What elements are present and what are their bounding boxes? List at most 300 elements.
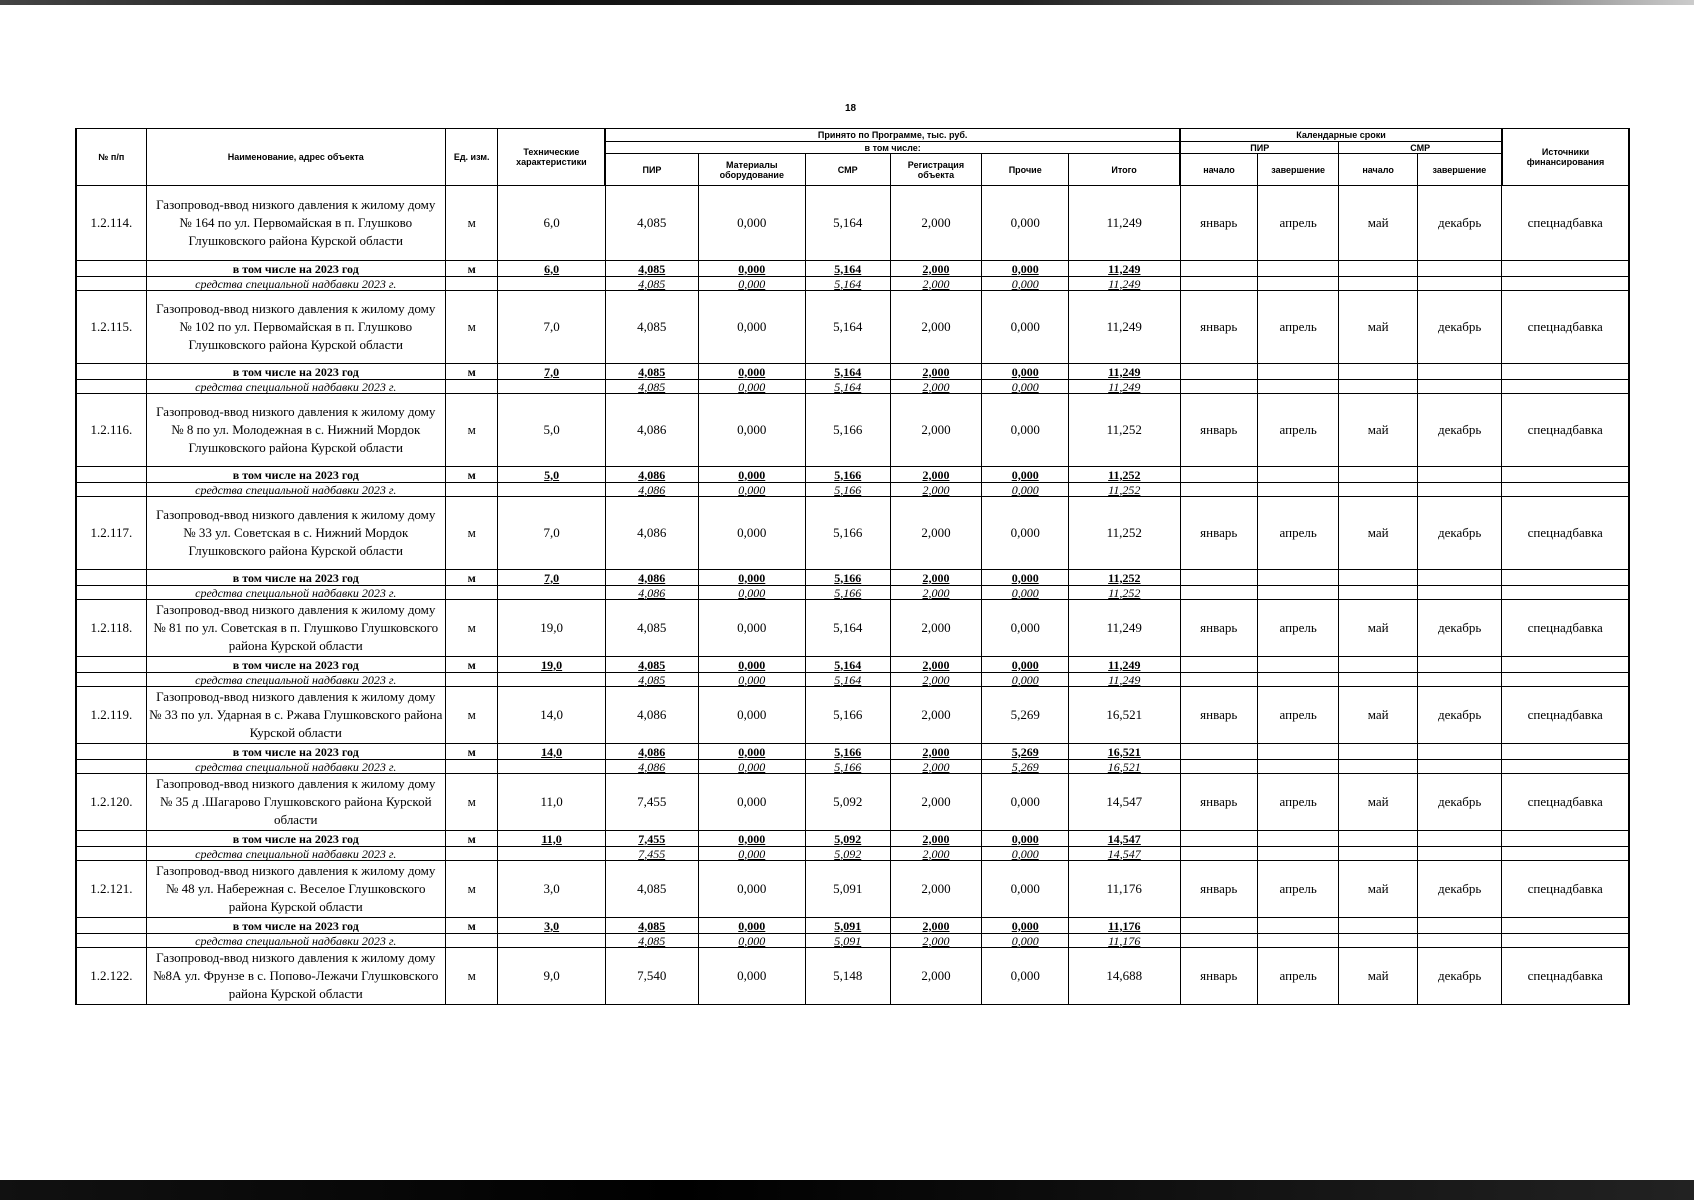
object-total: 11,249 (1069, 186, 1181, 261)
subtotal-registration: 2,000 (890, 570, 982, 586)
subtotal-tech: 7,0 (498, 570, 605, 586)
subtotal-total: 11,176 (1069, 918, 1181, 934)
fund-smr: 5,166 (805, 483, 890, 497)
smr-finish-month: декабрь (1417, 497, 1502, 570)
fund-materials: 0,000 (698, 380, 805, 394)
smr-start-month: май (1339, 600, 1417, 657)
fund-empty (1417, 760, 1502, 774)
fund-empty (1417, 483, 1502, 497)
fund-unit-empty (445, 760, 498, 774)
subtotal-empty (1417, 918, 1502, 934)
subtotal-empty (1257, 261, 1339, 277)
pir-start-month: январь (1180, 291, 1257, 364)
smr-finish-month: декабрь (1417, 774, 1502, 831)
subtotal-smr: 5,166 (805, 467, 890, 483)
subtotal-empty (1257, 467, 1339, 483)
subtotal-num-empty (76, 918, 146, 934)
pir-finish-month: апрель (1257, 497, 1339, 570)
object-pir: 4,086 (605, 497, 698, 570)
object-total: 16,521 (1069, 687, 1181, 744)
fund-empty (1339, 673, 1417, 687)
subtotal-materials: 0,000 (698, 831, 805, 847)
financing-source: спецнадбавка (1502, 186, 1629, 261)
fund-empty (1417, 380, 1502, 394)
header-unit: Ед. изм. (445, 129, 498, 186)
subtotal-label: в том числе на 2023 год (146, 918, 445, 934)
fund-smr: 5,166 (805, 586, 890, 600)
subtotal-row-2023 (76, 657, 1629, 673)
object-pir: 4,085 (605, 600, 698, 657)
subtotal-empty (1502, 657, 1629, 673)
object-unit: м (445, 948, 498, 1005)
fund-row-2023 (76, 277, 1629, 291)
fund-tech-empty (498, 934, 605, 948)
object-row (76, 687, 1629, 744)
pir-finish-month: апрель (1257, 948, 1339, 1005)
subtotal-total: 11,252 (1069, 570, 1181, 586)
subtotal-registration: 2,000 (890, 364, 982, 380)
fund-tech-empty (498, 847, 605, 861)
fund-row-2023 (76, 673, 1629, 687)
object-materials: 0,000 (698, 774, 805, 831)
subtotal-registration: 2,000 (890, 918, 982, 934)
subtotal-materials: 0,000 (698, 918, 805, 934)
financing-source: спецнадбавка (1502, 291, 1629, 364)
object-row (76, 600, 1629, 657)
fund-registration: 2,000 (890, 586, 982, 600)
subtotal-smr: 5,164 (805, 261, 890, 277)
subtotal-tech: 14,0 (498, 744, 605, 760)
subtotal-empty (1339, 570, 1417, 586)
fund-other: 0,000 (982, 934, 1069, 948)
fund-registration: 2,000 (890, 934, 982, 948)
object-pir: 4,085 (605, 186, 698, 261)
fund-other: 0,000 (982, 277, 1069, 291)
header-incl: в том числе: (605, 142, 1180, 154)
object-name: Газопровод-ввод низкого давления к жилому дому № 102 по ул. Первомайская в п. Глушково Глушковского района Курской области (146, 291, 445, 364)
fund-empty (1502, 934, 1629, 948)
subtotal-tech: 19,0 (498, 657, 605, 673)
object-smr: 5,166 (805, 394, 890, 467)
object-materials: 0,000 (698, 687, 805, 744)
fund-label: средства специальной надбавки 2023 г. (146, 847, 445, 861)
object-number: 1.2.119. (76, 687, 146, 744)
scan-edge-bottom (0, 1180, 1694, 1200)
object-name: Газопровод-ввод низкого давления к жилому дому № 48 ул. Набережная с. Веселое Глушковского района Курской области (146, 861, 445, 918)
pir-start-month: январь (1180, 600, 1257, 657)
subtotal-smr: 5,164 (805, 364, 890, 380)
object-number: 1.2.118. (76, 600, 146, 657)
subtotal-unit: м (445, 918, 498, 934)
object-row (76, 774, 1629, 831)
fund-empty (1417, 673, 1502, 687)
subtotal-empty (1417, 657, 1502, 673)
object-total: 11,252 (1069, 394, 1181, 467)
object-materials: 0,000 (698, 291, 805, 364)
subtotal-materials: 0,000 (698, 570, 805, 586)
object-unit: м (445, 687, 498, 744)
financing-source: спецнадбавка (1502, 394, 1629, 467)
subtotal-row-2023 (76, 831, 1629, 847)
subtotal-empty (1180, 467, 1257, 483)
subtotal-registration: 2,000 (890, 744, 982, 760)
object-unit: м (445, 600, 498, 657)
subtotal-registration: 2,000 (890, 657, 982, 673)
pir-start-month: январь (1180, 861, 1257, 918)
fund-empty (1180, 673, 1257, 687)
object-tech: 7,0 (498, 291, 605, 364)
subtotal-pir: 4,085 (605, 364, 698, 380)
fund-empty (1502, 380, 1629, 394)
subtotal-label: в том числе на 2023 год (146, 467, 445, 483)
fund-num-empty (76, 483, 146, 497)
header-total: Итого (1069, 154, 1181, 186)
fund-row-2023 (76, 380, 1629, 394)
pir-start-month: январь (1180, 687, 1257, 744)
fund-materials: 0,000 (698, 673, 805, 687)
pir-start-month: январь (1180, 774, 1257, 831)
subtotal-pir: 4,086 (605, 467, 698, 483)
object-tech: 5,0 (498, 394, 605, 467)
fund-unit-empty (445, 934, 498, 948)
fund-unit-empty (445, 277, 498, 291)
subtotal-empty (1502, 261, 1629, 277)
pir-finish-month: апрель (1257, 394, 1339, 467)
subtotal-unit: м (445, 261, 498, 277)
fund-label: средства специальной надбавки 2023 г. (146, 760, 445, 774)
fund-empty (1180, 586, 1257, 600)
fund-registration: 2,000 (890, 760, 982, 774)
fund-num-empty (76, 380, 146, 394)
object-smr: 5,166 (805, 497, 890, 570)
object-row (76, 394, 1629, 467)
fund-row-2023 (76, 934, 1629, 948)
fund-total: 11,252 (1069, 586, 1181, 600)
subtotal-row-2023 (76, 570, 1629, 586)
subtotal-empty (1180, 657, 1257, 673)
smr-finish-month: декабрь (1417, 861, 1502, 918)
subtotal-total: 16,521 (1069, 744, 1181, 760)
fund-empty (1180, 760, 1257, 774)
object-number: 1.2.116. (76, 394, 146, 467)
object-total: 14,688 (1069, 948, 1181, 1005)
object-number: 1.2.121. (76, 861, 146, 918)
subtotal-other: 0,000 (982, 467, 1069, 483)
subtotal-empty (1417, 570, 1502, 586)
header-name: Наименование, адрес объекта (146, 129, 445, 186)
object-registration: 2,000 (890, 291, 982, 364)
object-tech: 6,0 (498, 186, 605, 261)
subtotal-empty (1502, 831, 1629, 847)
subtotal-pir: 4,086 (605, 744, 698, 760)
fund-tech-empty (498, 760, 605, 774)
object-smr: 5,164 (805, 600, 890, 657)
object-smr: 5,166 (805, 687, 890, 744)
fund-unit-empty (445, 380, 498, 394)
fund-pir: 4,085 (605, 277, 698, 291)
fund-empty (1502, 847, 1629, 861)
fund-num-empty (76, 847, 146, 861)
subtotal-materials: 0,000 (698, 467, 805, 483)
fund-empty (1257, 483, 1339, 497)
header-pir-start: начало (1180, 154, 1257, 186)
fund-label: средства специальной надбавки 2023 г. (146, 483, 445, 497)
subtotal-empty (1257, 744, 1339, 760)
fund-pir: 4,086 (605, 483, 698, 497)
fund-total: 11,249 (1069, 380, 1181, 394)
fund-empty (1180, 483, 1257, 497)
subtotal-registration: 2,000 (890, 261, 982, 277)
smr-start-month: май (1339, 774, 1417, 831)
subtotal-num-empty (76, 657, 146, 673)
fund-registration: 2,000 (890, 847, 982, 861)
subtotal-empty (1339, 657, 1417, 673)
fund-empty (1502, 483, 1629, 497)
object-unit: м (445, 861, 498, 918)
subtotal-empty (1339, 831, 1417, 847)
object-unit: м (445, 186, 498, 261)
fund-unit-empty (445, 847, 498, 861)
subtotal-num-empty (76, 467, 146, 483)
object-registration: 2,000 (890, 861, 982, 918)
object-row (76, 861, 1629, 918)
object-other: 0,000 (982, 600, 1069, 657)
fund-row-2023 (76, 586, 1629, 600)
program-table (75, 128, 1630, 1005)
subtotal-other: 5,269 (982, 744, 1069, 760)
object-unit: м (445, 497, 498, 570)
subtotal-row-2023 (76, 467, 1629, 483)
smr-start-month: май (1339, 948, 1417, 1005)
subtotal-empty (1502, 467, 1629, 483)
fund-smr: 5,164 (805, 380, 890, 394)
object-row (76, 291, 1629, 364)
fund-materials: 0,000 (698, 483, 805, 497)
subtotal-empty (1180, 744, 1257, 760)
fund-registration: 2,000 (890, 673, 982, 687)
fund-label: средства специальной надбавки 2023 г. (146, 380, 445, 394)
fund-empty (1180, 847, 1257, 861)
subtotal-tech: 7,0 (498, 364, 605, 380)
smr-start-month: май (1339, 291, 1417, 364)
subtotal-empty (1339, 261, 1417, 277)
subtotal-row-2023 (76, 261, 1629, 277)
subtotal-tech: 5,0 (498, 467, 605, 483)
fund-pir: 4,085 (605, 380, 698, 394)
object-registration: 2,000 (890, 497, 982, 570)
object-smr: 5,092 (805, 774, 890, 831)
subtotal-num-empty (76, 744, 146, 760)
financing-source: спецнадбавка (1502, 774, 1629, 831)
subtotal-tech: 6,0 (498, 261, 605, 277)
fund-total: 11,176 (1069, 934, 1181, 948)
object-name: Газопровод-ввод низкого давления к жилому дому №8А ул. Фрунзе в с. Попово-Лежачи Глушковского района Курской области (146, 948, 445, 1005)
object-materials: 0,000 (698, 497, 805, 570)
object-smr: 5,148 (805, 948, 890, 1005)
fund-empty (1257, 673, 1339, 687)
fund-pir: 7,455 (605, 847, 698, 861)
object-row (76, 948, 1629, 1005)
fund-empty (1339, 760, 1417, 774)
subtotal-unit: м (445, 744, 498, 760)
subtotal-row-2023 (76, 918, 1629, 934)
subtotal-num-empty (76, 831, 146, 847)
subtotal-row-2023 (76, 744, 1629, 760)
subtotal-empty (1180, 831, 1257, 847)
subtotal-other: 0,000 (982, 831, 1069, 847)
fund-label: средства специальной надбавки 2023 г. (146, 277, 445, 291)
object-row (76, 497, 1629, 570)
subtotal-pir: 4,085 (605, 657, 698, 673)
fund-empty (1180, 934, 1257, 948)
fund-unit-empty (445, 483, 498, 497)
subtotal-other: 0,000 (982, 657, 1069, 673)
fund-total: 11,252 (1069, 483, 1181, 497)
fund-smr: 5,164 (805, 673, 890, 687)
subtotal-unit: м (445, 831, 498, 847)
fund-label: средства специальной надбавки 2023 г. (146, 673, 445, 687)
subtotal-empty (1257, 364, 1339, 380)
header-cal-pir: ПИР (1180, 142, 1339, 154)
object-pir: 7,540 (605, 948, 698, 1005)
object-pir: 7,455 (605, 774, 698, 831)
header-pir-finish: завершение (1257, 154, 1339, 186)
object-number: 1.2.122. (76, 948, 146, 1005)
fund-empty (1257, 760, 1339, 774)
object-other: 0,000 (982, 186, 1069, 261)
fund-empty (1257, 277, 1339, 291)
subtotal-empty (1339, 744, 1417, 760)
subtotal-unit: м (445, 657, 498, 673)
fund-empty (1417, 277, 1502, 291)
header-cal-smr: СМР (1339, 142, 1502, 154)
fund-empty (1339, 934, 1417, 948)
object-smr: 5,091 (805, 861, 890, 918)
fund-num-empty (76, 277, 146, 291)
fund-other: 0,000 (982, 847, 1069, 861)
object-name: Газопровод-ввод низкого давления к жилому дому № 164 по ул. Первомайская в п. Глушково Глушковского района Курской области (146, 186, 445, 261)
subtotal-empty (1257, 657, 1339, 673)
object-materials: 0,000 (698, 948, 805, 1005)
fund-smr: 5,091 (805, 934, 890, 948)
pir-start-month: январь (1180, 186, 1257, 261)
fund-total: 14,547 (1069, 847, 1181, 861)
subtotal-total: 11,249 (1069, 657, 1181, 673)
subtotal-num-empty (76, 261, 146, 277)
object-smr: 5,164 (805, 186, 890, 261)
subtotal-label: в том числе на 2023 год (146, 744, 445, 760)
subtotal-tech: 11,0 (498, 831, 605, 847)
smr-finish-month: декабрь (1417, 687, 1502, 744)
object-number: 1.2.115. (76, 291, 146, 364)
pir-start-month: январь (1180, 948, 1257, 1005)
object-tech: 9,0 (498, 948, 605, 1005)
object-pir: 4,085 (605, 861, 698, 918)
fund-smr: 5,164 (805, 277, 890, 291)
header-tech: Технические характеристики (498, 129, 605, 186)
subtotal-materials: 0,000 (698, 261, 805, 277)
fund-row-2023 (76, 847, 1629, 861)
header-calendar: Календарные сроки (1180, 129, 1502, 142)
table-header (76, 129, 1629, 186)
financing-source: спецнадбавка (1502, 861, 1629, 918)
object-name: Газопровод-ввод низкого давления к жилому дому № 33 по ул. Ударная в с. Ржава Глушковского района Курской области (146, 687, 445, 744)
object-other: 0,000 (982, 774, 1069, 831)
fund-tech-empty (498, 586, 605, 600)
smr-finish-month: декабрь (1417, 600, 1502, 657)
fund-empty (1257, 934, 1339, 948)
fund-materials: 0,000 (698, 760, 805, 774)
fund-registration: 2,000 (890, 277, 982, 291)
subtotal-row-2023 (76, 364, 1629, 380)
fund-row-2023 (76, 483, 1629, 497)
object-total: 14,547 (1069, 774, 1181, 831)
subtotal-empty (1180, 364, 1257, 380)
object-total: 11,249 (1069, 600, 1181, 657)
subtotal-registration: 2,000 (890, 467, 982, 483)
object-name: Газопровод-ввод низкого давления к жилому дому № 33 ул. Советская в с. Нижний Мордок Глушковского района Курской области (146, 497, 445, 570)
object-other: 5,269 (982, 687, 1069, 744)
fund-empty (1502, 673, 1629, 687)
financing-source: спецнадбавка (1502, 948, 1629, 1005)
fund-smr: 5,166 (805, 760, 890, 774)
object-other: 0,000 (982, 861, 1069, 918)
fund-empty (1180, 277, 1257, 291)
subtotal-total: 14,547 (1069, 831, 1181, 847)
fund-other: 0,000 (982, 380, 1069, 394)
fund-empty (1339, 586, 1417, 600)
fund-unit-empty (445, 673, 498, 687)
subtotal-empty (1339, 467, 1417, 483)
subtotal-empty (1180, 570, 1257, 586)
fund-tech-empty (498, 277, 605, 291)
subtotal-empty (1257, 918, 1339, 934)
object-total: 11,176 (1069, 861, 1181, 918)
fund-tech-empty (498, 483, 605, 497)
subtotal-tech: 3,0 (498, 918, 605, 934)
smr-finish-month: декабрь (1417, 291, 1502, 364)
header-accepted: Принято по Программе, тыс. руб. (605, 129, 1180, 142)
fund-tech-empty (498, 673, 605, 687)
fund-tech-empty (498, 380, 605, 394)
fund-empty (1417, 847, 1502, 861)
object-number: 1.2.120. (76, 774, 146, 831)
object-pir: 4,086 (605, 687, 698, 744)
fund-empty (1257, 586, 1339, 600)
fund-num-empty (76, 934, 146, 948)
pir-finish-month: апрель (1257, 600, 1339, 657)
fund-registration: 2,000 (890, 380, 982, 394)
header-materials: Материалы оборудование (698, 154, 805, 186)
header-smr-finish: завершение (1417, 154, 1502, 186)
fund-empty (1417, 934, 1502, 948)
object-tech: 11,0 (498, 774, 605, 831)
subtotal-unit: м (445, 467, 498, 483)
subtotal-label: в том числе на 2023 год (146, 570, 445, 586)
fund-empty (1339, 380, 1417, 394)
subtotal-unit: м (445, 364, 498, 380)
header-smr: СМР (805, 154, 890, 186)
object-tech: 3,0 (498, 861, 605, 918)
fund-empty (1257, 847, 1339, 861)
page-number: 18 (845, 103, 857, 114)
fund-num-empty (76, 586, 146, 600)
object-other: 0,000 (982, 948, 1069, 1005)
fund-total: 11,249 (1069, 673, 1181, 687)
smr-start-month: май (1339, 394, 1417, 467)
subtotal-num-empty (76, 364, 146, 380)
fund-other: 0,000 (982, 483, 1069, 497)
